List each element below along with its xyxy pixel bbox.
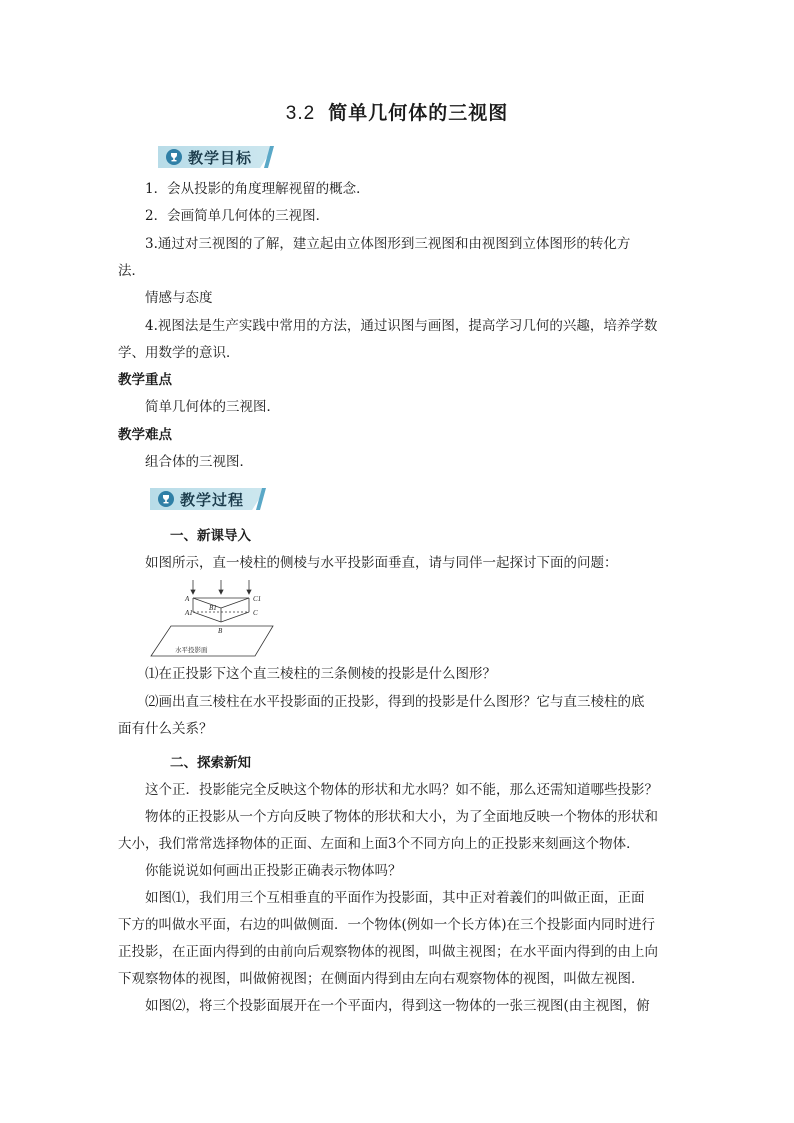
intro-text: 如图所示，直一棱柱的侧棱与水平投影面垂直，请与同伴一起探讨下面的问题： [145,555,618,571]
explore-line-3: 大小，我们常常选择物体的正面、左面和上面3个不同方向上的正投影来刻画这个物体． [118,836,640,852]
intro-heading: 一、新课导入 [170,528,251,544]
objectives-label: 教学目标 [188,149,253,167]
label-C1: C1 [253,595,262,603]
key-point-text: 简单几何体的三视图． [145,399,280,415]
objective-line-1: 1．会从投影的角度理解视留的概念． [145,181,370,197]
question-2-line-1: ⑵画出直三棱柱在水平投影面的正投影，得到的投影是什么图形？它与直三棱柱的底 [145,694,645,710]
explore-line-2: 物体的正投影从一个方向反映了物体的形状和大小，为了全面地反映一个物体的形状和 [145,809,658,825]
objective-line-7: 学、用数学的意识． [118,345,240,361]
process-label: 教学过程 [180,491,245,509]
question-1: ⑴在正投影下这个直三棱柱的三条侧棱的投影是什么图形？ [145,666,496,682]
explore-line-1: 这个正．投影能完全反映这个物体的形状和尤水吗？如不能，那么还需知道哪些投影？ [145,782,658,798]
label-B1: B1 [209,604,217,612]
objective-line-2: 2．会画简单几何体的三视图． [145,208,330,224]
objective-line-5: 情感与态度 [145,290,213,306]
trophy-icon [166,149,182,165]
objective-line-3: 3.通过对三视图的了解，建立起由立体图形到三视图和由视图到立体图形的转化方 [145,236,631,252]
objectives-banner [158,146,282,168]
label-A1: A1 [185,609,193,617]
prism-projection-figure [145,578,277,658]
difficulty-heading: 教学难点 [118,427,172,443]
label-C: C [253,609,258,617]
objective-line-4: 法． [118,263,145,279]
plane-label: 水平投影面 [175,646,208,654]
trophy-icon [158,491,174,507]
explore-line-9: 如图⑵，将三个投影面展开在一个平面内，得到这一物体的一张三视图(由主视图，俯 [145,998,650,1014]
question-2-line-2: 面有什么关系？ [118,721,213,737]
process-banner [150,488,274,510]
section-number: 3.2 [285,103,316,124]
title-text: 简单几何体的三视图 [328,102,509,124]
explore-line-8: 下观察物体的视图，叫做俯视图；在侧面内得到由左向右观察物体的视图，叫做左视图． [118,971,645,987]
difficulty-text: 组合体的三视图． [145,454,253,470]
label-B: B [218,627,223,635]
explore-line-7: 正投影，在正面内得到的由前向后观察物体的视图，叫做主视图；在水平面内得到的由上向 [118,944,658,960]
objective-line-6: 4.视图法是生产实践中常用的方法，通过识图与画图，提高学习几何的兴趣，培养学数 [145,318,658,334]
explore-line-6: 下方的叫做水平面，右边的叫做侧面．一个物体(例如一个长方体)在三个投影面内同时进行 [118,917,656,933]
label-A: A [185,595,190,603]
explore-line-4: 你能说说如何画出正投影正确表示物体吗？ [145,863,402,879]
explore-heading: 二、探索新知 [170,755,251,771]
key-point-heading: 教学重点 [118,372,172,388]
page-title [0,98,794,125]
explore-line-5: 如图⑴，我们用三个互相垂直的平面作为投影面，其中正对着義们的叫做正面，正面 [145,890,645,906]
